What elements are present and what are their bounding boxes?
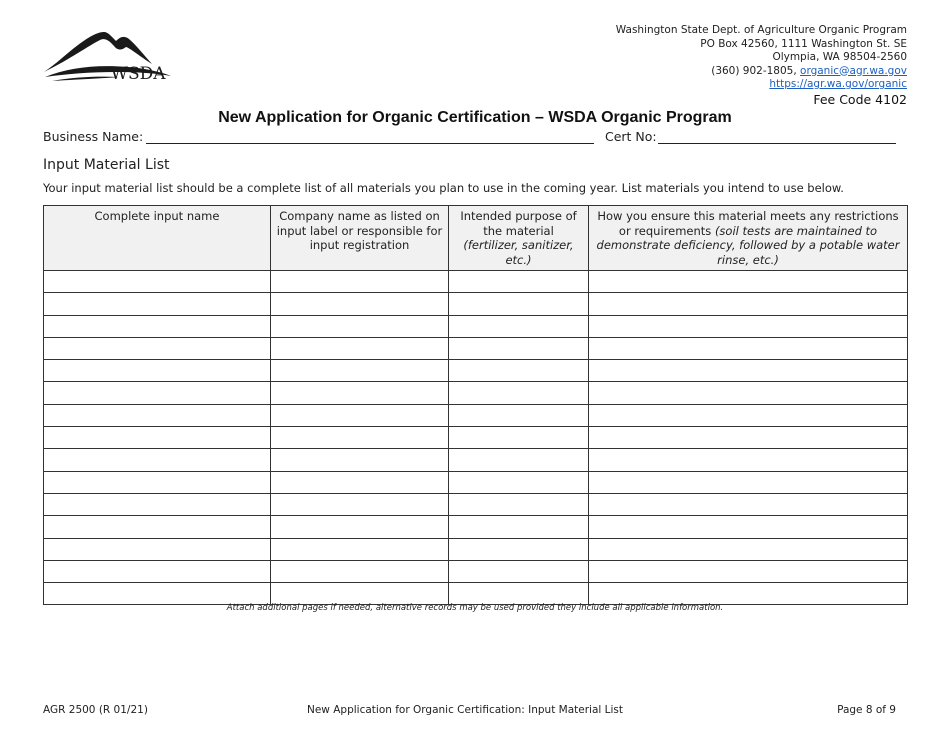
- restrictions-cell[interactable]: [589, 449, 908, 471]
- input-name-cell[interactable]: [44, 516, 271, 538]
- purpose-cell[interactable]: [449, 271, 589, 293]
- table-row: [44, 449, 908, 471]
- column-header-company: Company name as listed on input label or responsible for input registration: [271, 206, 449, 271]
- restrictions-cell[interactable]: [589, 560, 908, 582]
- purpose-cell[interactable]: [449, 315, 589, 337]
- input-name-cell[interactable]: [44, 382, 271, 404]
- mountain-logo-icon: [42, 28, 174, 86]
- restrictions-cell[interactable]: [589, 471, 908, 493]
- input-name-cell[interactable]: [44, 404, 271, 426]
- purpose-cell[interactable]: [449, 516, 589, 538]
- cert-no-field[interactable]: [658, 143, 896, 144]
- table-row: [44, 404, 908, 426]
- business-name-field[interactable]: [146, 143, 594, 144]
- company-cell[interactable]: [271, 271, 449, 293]
- page-number: Page 8 of 9: [837, 704, 896, 716]
- input-name-cell[interactable]: [44, 271, 271, 293]
- company-cell[interactable]: [271, 471, 449, 493]
- address-line-2: PO Box 42560, 1111 Washington St. SE: [700, 37, 907, 50]
- table-row: [44, 271, 908, 293]
- table-row: [44, 382, 908, 404]
- company-cell[interactable]: [271, 293, 449, 315]
- input-name-cell[interactable]: [44, 583, 271, 605]
- purpose-cell[interactable]: [449, 538, 589, 560]
- table-row: [44, 583, 908, 605]
- business-name-label: Business Name:: [43, 129, 144, 144]
- column-header-input-name: Complete input name: [44, 206, 271, 271]
- table-row: [44, 538, 908, 560]
- purpose-cell[interactable]: [449, 449, 589, 471]
- table-row: [44, 471, 908, 493]
- website-link[interactable]: https://agr.wa.gov/organic: [769, 78, 907, 90]
- purpose-cell[interactable]: [449, 404, 589, 426]
- purpose-cell[interactable]: [449, 560, 589, 582]
- instructions: Your input material list should be a complete list of all materials you plan to use in the coming year. List materials you intend to use below.: [43, 181, 844, 195]
- agency-address: [616, 24, 907, 107]
- contact-line: [616, 65, 907, 79]
- restrictions-cell[interactable]: [589, 271, 908, 293]
- fee-code: Fee Code 4102: [813, 91, 907, 107]
- purpose-cell[interactable]: [449, 337, 589, 359]
- restrictions-cell[interactable]: [589, 315, 908, 337]
- input-name-cell[interactable]: [44, 315, 271, 337]
- restrictions-cell[interactable]: [589, 583, 908, 605]
- purpose-cell[interactable]: [449, 427, 589, 449]
- company-cell[interactable]: [271, 337, 449, 359]
- company-cell[interactable]: [271, 315, 449, 337]
- address-line-3: Olympia, WA 98504-2560: [772, 51, 907, 63]
- input-name-cell[interactable]: [44, 427, 271, 449]
- table-row: [44, 560, 908, 582]
- input-name-cell[interactable]: [44, 449, 271, 471]
- restrictions-cell[interactable]: [589, 337, 908, 359]
- input-name-cell[interactable]: [44, 493, 271, 515]
- company-cell[interactable]: [271, 427, 449, 449]
- company-cell[interactable]: [271, 560, 449, 582]
- input-name-cell[interactable]: [44, 360, 271, 382]
- table-header-row: [44, 206, 908, 271]
- company-cell[interactable]: [271, 493, 449, 515]
- restrictions-cell[interactable]: [589, 293, 908, 315]
- form-title: New Application for Organic Certification: Input Material List: [306, 704, 624, 716]
- purpose-cell[interactable]: [449, 493, 589, 515]
- page-title: New Application for Organic Certification – WSDA Organic Program: [218, 109, 732, 126]
- attachment-note: Attach additional pages if needed, alternative records may be used provided they include all applicable information.: [226, 603, 724, 613]
- company-cell[interactable]: [271, 449, 449, 471]
- company-cell[interactable]: [271, 382, 449, 404]
- phone-number: (360) 902-1805,: [711, 64, 797, 77]
- email-link[interactable]: organic@agr.wa.gov: [800, 64, 907, 77]
- address-line-1: Washington State Dept. of Agriculture Organic Program: [615, 24, 907, 36]
- restrictions-cell[interactable]: [589, 404, 908, 426]
- restrictions-cell[interactable]: [589, 538, 908, 560]
- restrictions-cell[interactable]: [589, 493, 908, 515]
- input-name-cell[interactable]: [44, 538, 271, 560]
- purpose-cell[interactable]: [449, 583, 589, 605]
- cert-no-label: Cert No:: [605, 129, 657, 144]
- company-cell[interactable]: [271, 404, 449, 426]
- logo-text: WSDA: [110, 64, 166, 84]
- purpose-cell[interactable]: [449, 293, 589, 315]
- column-header-restrictions: How you ensure this material meets any restrictions or requirements (soil tests are maintained to demonstrate deficiency, followed by a potable water rinse, etc.): [589, 206, 908, 271]
- wsda-logo: [42, 28, 174, 86]
- table-row: [44, 293, 908, 315]
- restrictions-cell[interactable]: [589, 360, 908, 382]
- purpose-cell[interactable]: [449, 471, 589, 493]
- column-header-purpose: Intended purpose of the material (fertilizer, sanitizer, etc.): [449, 206, 589, 271]
- company-cell[interactable]: [271, 583, 449, 605]
- input-name-cell[interactable]: [44, 293, 271, 315]
- company-cell[interactable]: [271, 516, 449, 538]
- input-name-cell[interactable]: [44, 560, 271, 582]
- table-row: [44, 516, 908, 538]
- purpose-cell[interactable]: [449, 382, 589, 404]
- company-cell[interactable]: [271, 538, 449, 560]
- table-row: [44, 315, 908, 337]
- input-name-cell[interactable]: [44, 337, 271, 359]
- restrictions-cell[interactable]: [589, 516, 908, 538]
- form-number: AGR 2500 (R 01/21): [43, 704, 148, 716]
- company-cell[interactable]: [271, 360, 449, 382]
- restrictions-cell[interactable]: [589, 382, 908, 404]
- restrictions-cell[interactable]: [589, 427, 908, 449]
- input-material-table: [43, 205, 908, 605]
- section-title: Input Material List: [43, 157, 170, 173]
- purpose-cell[interactable]: [449, 360, 589, 382]
- table-row: [44, 493, 908, 515]
- table-row: [44, 337, 908, 359]
- table-row: [44, 360, 908, 382]
- table-row: [44, 427, 908, 449]
- input-name-cell[interactable]: [44, 471, 271, 493]
